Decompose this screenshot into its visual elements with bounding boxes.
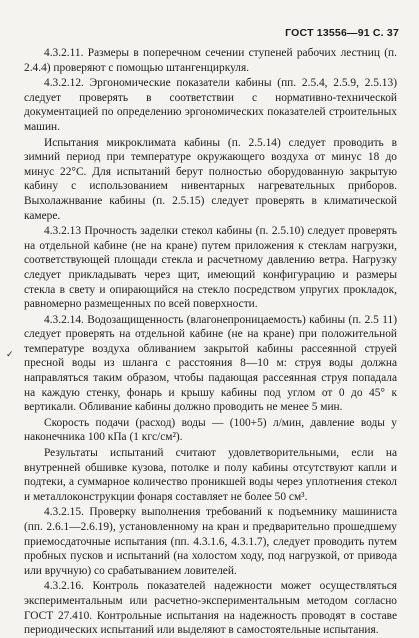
margin-check-mark: ✓: [6, 349, 14, 359]
paragraph: Результаты испытаний считают удовлетворительными, если на внутренней обшивке кузова, потолке и полу кабины отсутствуют капли и подтеки, а суммарное количество проникшей воды через уплотнения стекол и металлоконструкции фонаря составляет не более 50 см³.: [24, 447, 397, 503]
paragraph: 4.3.2.14. Водозащищенность (влагонепроницаемость) кабины (п. 2.5 11) следует проверять на отдельной кабине (не на кране) при положительной температуре воздуха обливанием закрытой кабины рассеянной струей пресной воды из шланга с расстояния 8—10 м: струя воды должна направляться таким образом, чтобы падающая рассеянная струя попадала на каждую стенку, фонарь и крышу кабины под углом от 0 до 45° к вертикали. Обливание кабины должно проводить не менее 5 мин.: [24, 313, 397, 414]
paragraph: 4.3.2.12. Эргономические показатели кабины (пп. 2.5.4, 2.5.9, 2.5.13) следует проверять в соответствии с нормативно-технической документацией по определению эргономических показателей строительных машин.: [24, 77, 397, 133]
document-body: [24, 46, 397, 638]
paragraph: 4.3.2.16. Контроль показателей надежности может осуществляться экспериментальным или расчетно-экспериментальным методом согласно ГОСТ 27.410. Контрольные испытания на надежность проводят в составе периодических испытаний или выделяют в самостоятельные испытания.: [24, 580, 397, 637]
paragraph: 4.3.2.15. Проверку выполнения требований к подъемнику машиниста (пп. 2.6.1—2.6.19), установленному на кран и предварительно прошедшему приемосдаточные испытания (пп. 4.3.1.6, 4.3.1.7), следует проводить путем пробных пусков и испытаний (на холостом ходу, под нагрузкой, от привода или вручную) со срабатыванием ловителей.: [24, 506, 397, 577]
paragraph: 4.3.2.13 Прочность заделки стекол кабины (п. 2.5.10) следует проверять на отдельной кабине (не на кране) путем приложения к стеклам нагрузки, соответствующей площади стекла и расчетному давлению ветра. Нагрузку следует прикладывать через щит, имеющий конфигурацию и размеры стекла в свету и опирающийся на стекло посредством упругих прокладок, равномерно размещенных по всей поверхности.: [24, 225, 397, 311]
paragraph: Скорость подачи (расход) воды — (100+5) л/мин, давление воды у наконечника 100 кПа (1 кгс/см²).: [24, 416, 397, 444]
paragraph: Испытания микроклимата кабины (п. 2.5.14) следует проводить в зимний период при температуре окружающего воздуха от минус 18 до минус 22°С. Для испытаний берут полностью оборудованную закрытую кабину с использованием нивентарных нагревательных приборов. Выхолажнвание кабины (п. 2.5.15) следует проверять в климатической камере.: [24, 136, 397, 222]
paragraph: 4.3.2.11. Размеры в поперечном сечении ступеней рабочих лестниц (п. 2.4.4) проверяют с помощью штангенциркуля.: [24, 47, 397, 74]
page-header: ГОСТ 13556—91 С. 37: [285, 27, 399, 39]
